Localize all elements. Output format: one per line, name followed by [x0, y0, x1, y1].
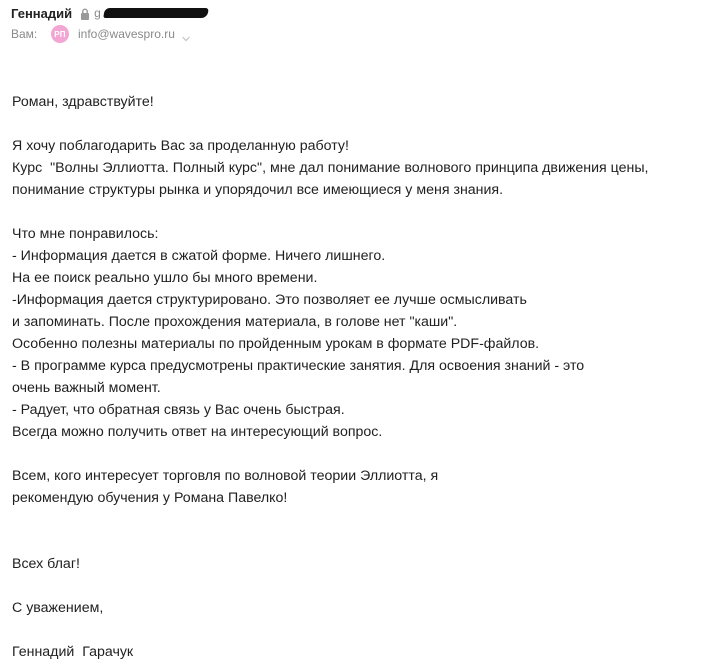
body-line: - В программе курса предусмотрены практические занятия. Для освоения знаний - это: [12, 358, 585, 374]
body-line: Что мне понравилось:: [12, 226, 159, 242]
blank-line: [12, 443, 712, 465]
body-line: Особенно полезны материалы по пройденным урокам в формате PDF-файлов.: [12, 336, 540, 352]
body-line: рекомендую обучения у Романа Павелко!: [12, 490, 288, 506]
greeting: Роман, здравствуйте!: [12, 94, 154, 110]
blank-line: [12, 113, 712, 135]
blank-line: [12, 201, 712, 223]
blank-line: [12, 509, 712, 531]
sender-row: [11, 4, 208, 22]
body-line: Я хочу поблагодарить Вас за проделанную работу!: [12, 138, 349, 154]
chevron-down-icon[interactable]: [181, 30, 191, 38]
lock-icon: [80, 7, 90, 19]
body-line: и запоминать. После прохождения материала, в голове нет "каши".: [12, 314, 458, 330]
redacted-sender-email: [103, 8, 208, 18]
blank-line: [12, 575, 712, 597]
body-line: очень важный момент.: [12, 380, 161, 396]
sender-email-prefix: g: [94, 6, 101, 20]
signature: Геннадий Гарачук: [12, 644, 134, 660]
body-line: - Радует, что обратная связь у Вас очень быстрая.: [12, 402, 345, 418]
body-line: Всегда можно получить ответ на интересующий вопрос.: [12, 424, 383, 440]
body-line: Курс "Волны Эллиотта. Полный курс", мне дал понимание волнового принципа движения цены,: [12, 160, 649, 176]
message-body: [12, 91, 712, 663]
blank-line: [12, 619, 712, 641]
body-line: -Информация дается структурировано. Это позволяет ее лучше осмысливать: [12, 292, 527, 308]
body-line: На ее поиск реально ушло бы много времени.: [12, 270, 318, 286]
farewell: Всех благ!: [12, 556, 80, 572]
body-line: Всем, кого интересует торговля по волновой теории Эллиотта, я: [12, 468, 439, 484]
body-line: - Информация дается в сжатой форме. Ничего лишнего.: [12, 248, 386, 264]
recipient-row: [11, 24, 191, 44]
recipient-email[interactable]: info@wavespro.ru: [78, 27, 175, 41]
recipient-avatar[interactable]: РП: [51, 25, 69, 43]
sender-name[interactable]: Геннадий: [11, 5, 73, 21]
blank-line: [12, 531, 712, 553]
to-label: Вам:: [11, 27, 38, 41]
message-header: [0, 0, 726, 48]
body-line: понимание структуры рынка и упорядочил все имеющиеся у меня знания.: [12, 182, 504, 198]
regards: С уважением,: [12, 600, 104, 616]
